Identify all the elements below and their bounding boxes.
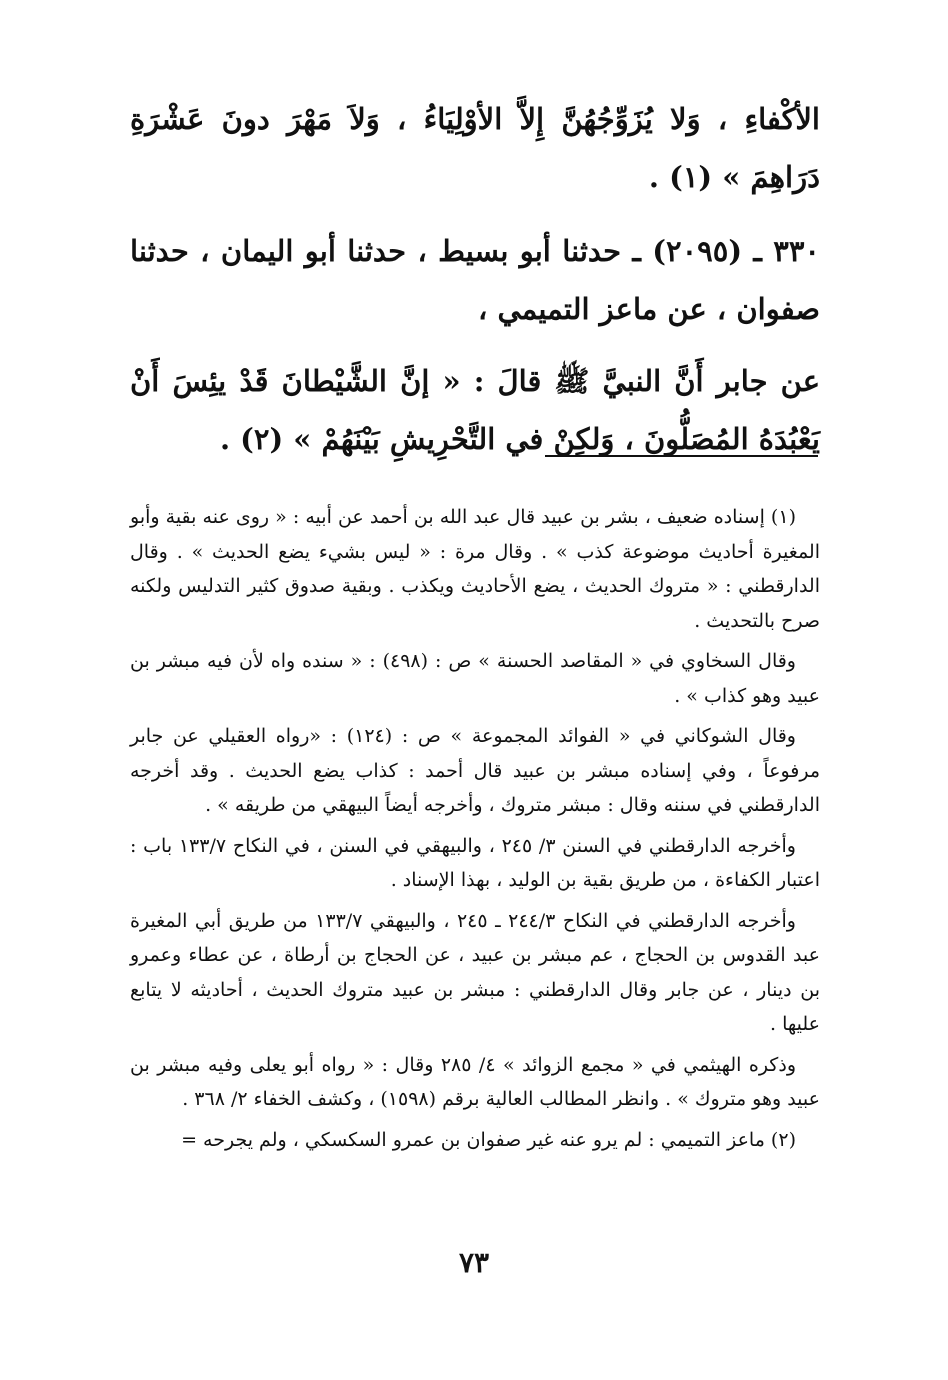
hadith-isnad: ٣٣٠ ـ (٢٠٩٥) ـ حدثنا أبو بسيط ، حدثنا أبو اليمان ، حدثنا صفوان ، عن ماعز التميمي ،	[130, 234, 820, 326]
footnote-1-paragraph-3: وقال الشوكاني في « الفوائد المجموعة » ص : (١٢٤) : «رواه العقيلي عن جابر مرفوعاً ، وفي إسناده مبشر بن عبيد قال أحمد : كذاب يضع الحديث . وقد أخرجه الدارقطني في سننه وقال : مبشر متروك ، وأخرجه أيضاً البيهقي من طريقه » .	[130, 725, 820, 816]
main-text	[130, 90, 820, 468]
footnotes	[130, 500, 820, 1157]
footnote-1-paragraph-5: وأخرجه الدارقطني في النكاح ٢٤٤/٣ ـ ٢٤٥ ، والبيهقي ١٣٣/٧ من طريق أبي المغيرة عبد القدوس بن الحجاج ، عم مبشر بن عبيد ، عن الحجاج بن أرطاة ، عن عطاء وعمرو بن دينار ، عن جابر وقال الدارقطني : مبشر بن عبيد متروك الحديث ، أحاديثه لا يتابع عليها .	[130, 909, 820, 1035]
footnote-divider	[545, 455, 818, 457]
footnote-1-paragraph-6: وذكره الهيثمي في « مجمع الزوائد » ٤/ ٢٨٥ وقال : « رواه أبو يعلى وفيه مبشر بن عبيد وهو متروك » . وانظر المطالب العالية برقم (١٥٩٨) ، وكشف الخفاء ٢/ ٣٦٨ .	[130, 1053, 820, 1110]
footnote-1-paragraph-2: وقال السخاوي في « المقاصد الحسنة » ص : (٤٩٨) : « سنده واه لأن فيه مبشر بن عبيد وهو كذاب » .	[130, 650, 820, 707]
footnote-1-paragraph-4: وأخرجه الدارقطني في السنن ٣/ ٢٤٥ ، والبيهقي في السنن ، في النكاح ١٣٣/٧ باب : اعتبار الكفاءة ، من طريق بقية بن الوليد ، بهذا الإسناد .	[130, 834, 820, 891]
footnote-1-paragraph-1: (١) إسناده ضعيف ، بشر بن عبيد قال عبد الله بن أحمد عن أبيه : « روى عنه بقية وأبو المغيرة أحاديث موضوعة كذب » . وقال مرة : « ليس بشيء يضع الحديث » . وقال الدارقطني : « متروك الحديث ، يضع الأحاديث ويكذب . وبقية صدوق كثير التدليس ولكنه صرح بالتحديث .	[130, 506, 820, 632]
footnote-2: (٢) ماعز التميمي : لم يرو عنه غير صفوان بن عمرو السكسكي ، ولم يجرحه =	[181, 1128, 796, 1151]
main-line-continuation: الأكْفاءِ ، وَلا يُزَوِّجُهُنَّ إِلاَّ الأوْلِيَاءُ ، وَلاَ مَهْرَ دونَ عَشْرَةِ دَرَاهِمَ » (١) .	[130, 102, 820, 194]
hadith-matn: عن جابر أَنَّ النبيَّ ﷺ قالَ : « إنَّ الشَّيْطانَ قَدْ يئِسَ أَنْ يَعْبُدَهُ المُصَلُّونَ ، وَلكِنْ في التَّحْرِيشِ بَيْنَهُمْ » (٢) .	[130, 364, 820, 456]
page-number: ٧٣	[458, 1246, 490, 1279]
